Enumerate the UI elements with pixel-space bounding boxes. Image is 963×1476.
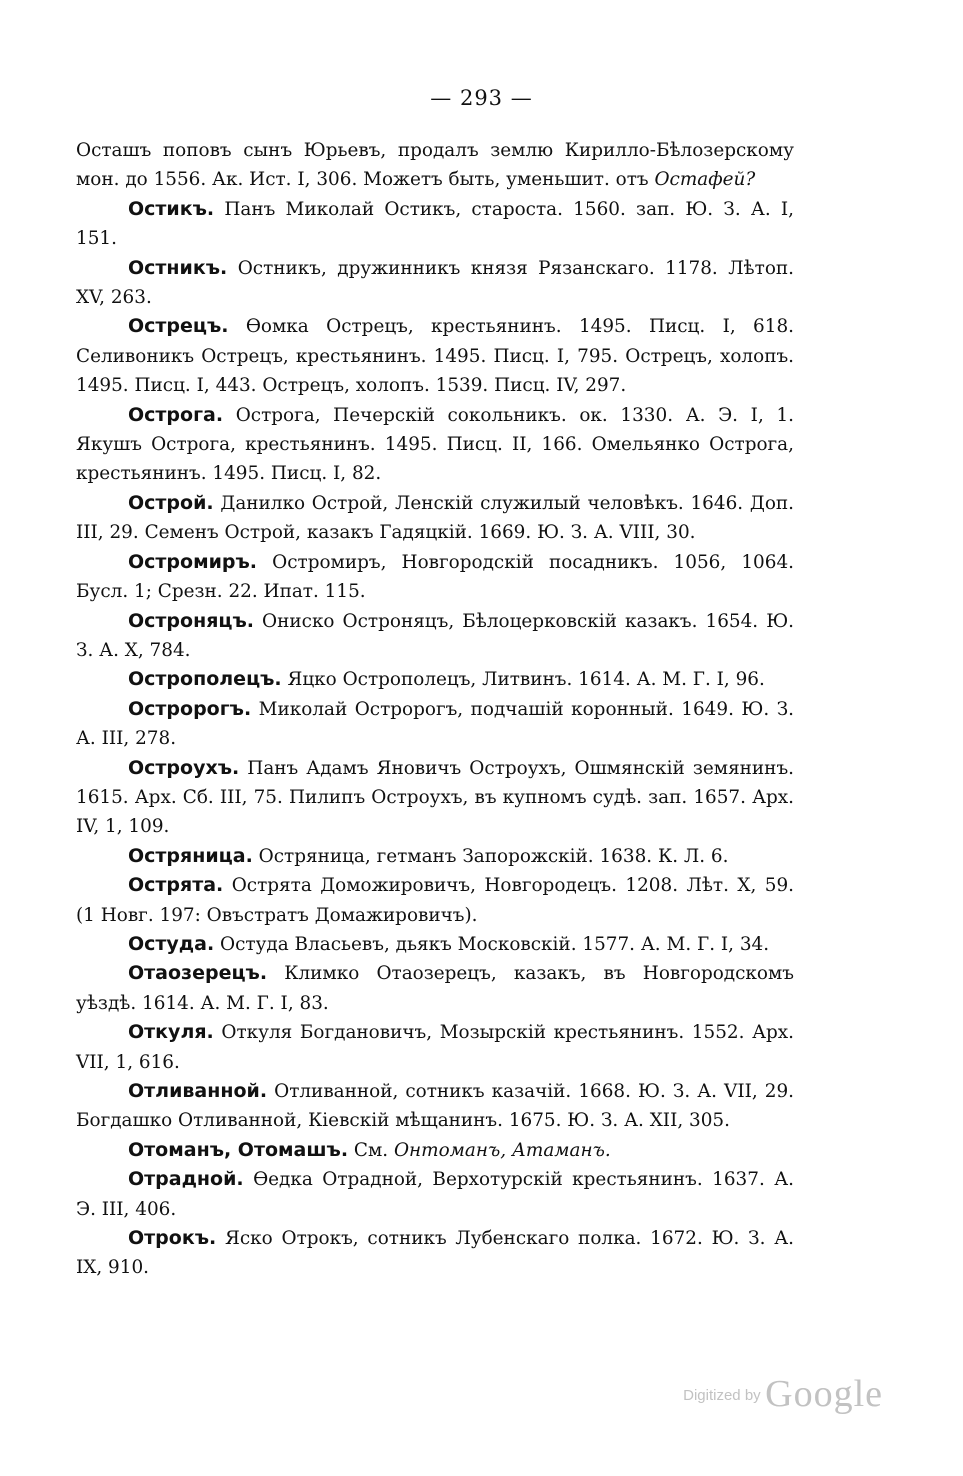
entry-text: Остромиръ, Новгородскій посадникъ. 1056, 1064. Бусл. 1; Срезн. 22. Ипат. 115.: [76, 551, 794, 603]
entry: [76, 930, 794, 959]
entry: [76, 959, 794, 1018]
headword: Остникъ.: [128, 256, 228, 279]
entry-text: Панъ Адамъ Яновичъ Остроухъ, Ошмянскій земянинъ. 1615. Арх. Сб. III, 75. Пилипъ Остроухъ, въ купномъ судѣ. зап. 1657. Арх. IV, 1, 109.: [76, 757, 794, 838]
page-number: — 293 —: [430, 86, 533, 110]
entry-italic: Онтоманъ, Атаманъ.: [393, 1139, 611, 1161]
entry-text: Ѳомка Острецъ, крестьянинъ. 1495. Писц. I, 618. Селивоникъ Острецъ, крестьянинъ. 1495. Писц. I, 795. Острецъ, холопъ. 1495. Писц. I, 443. Острецъ, холопъ. 1539. Писц. IV, 297.: [76, 316, 794, 397]
headword: Откуля.: [128, 1021, 214, 1044]
entry-text: Миколай Остророгъ, подчашій коронный. 1649. Ю. З. А. III, 278.: [76, 698, 794, 750]
entry: [76, 548, 794, 607]
headword: Остророгъ.: [128, 697, 252, 720]
entry: [76, 1077, 794, 1136]
watermark-prefix: Digitized by: [683, 1387, 761, 1404]
entry-text: Отливанной, сотникъ казачій. 1668. Ю. З. А. VII, 29. Богдашко Отливанной, Кіевскій мѣщанинъ. 1675. Ю. З. А. XII, 305.: [76, 1081, 794, 1132]
entry: [76, 871, 794, 930]
headword: Острой.: [128, 491, 214, 514]
entry-italic: Остафей?: [654, 169, 756, 191]
entry-text: Климко Отаозерецъ, казакъ, въ Новгородскомъ уѣздѣ. 1614. А. М. Г. I, 83.: [76, 963, 794, 1014]
headword: Отаозерецъ.: [128, 962, 268, 985]
entry-text: См.: [348, 1139, 394, 1161]
headword: Отрокъ.: [128, 1227, 217, 1250]
headword: Отливанной.: [128, 1080, 268, 1102]
entry: [76, 1224, 794, 1283]
entry: [76, 842, 794, 871]
headword: Остроняцъ.: [128, 609, 254, 632]
entry: [76, 695, 794, 754]
entry: [76, 489, 794, 548]
entry-text: Острога, Печерскій сокольникъ. ок. 1330. А. Э. I, 1. Якушъ Острога, крестьянинъ. 1495. Писц. II, 166. Омельянко Острога, крестьянинъ. 1495. Писц. I, 82.: [76, 404, 794, 485]
entry-text: Ониско Остроняцъ, Бѣлоцерковскій казакъ. 1654. Ю. З. А. X, 784.: [76, 610, 794, 661]
entry: [76, 312, 794, 400]
entry-text: Откуля Богдановичъ, Мозырскій крестьянинъ. 1552. Арх. VII, 1, 616.: [76, 1022, 794, 1073]
headword: Острята.: [128, 874, 224, 897]
entry: [76, 401, 794, 489]
headword: Отоманъ, Отомашъ.: [128, 1138, 349, 1161]
headword: Острополецъ.: [128, 668, 282, 691]
headword: Остроухъ.: [128, 756, 240, 779]
entry: [76, 754, 794, 842]
headword: Острецъ.: [128, 315, 229, 338]
headword: Отрадной.: [128, 1168, 244, 1191]
entry: [76, 1018, 794, 1077]
entry-text: Остникъ, дружинникъ князя Рязанскаго. 1178. Лѣтоп. XV, 263.: [76, 257, 794, 309]
entry-text: Острята Доможировичъ, Новгородецъ. 1208. Лѣт. X, 59. (1 Новг. 197: Овъстратъ Домажировичъ).: [76, 875, 794, 926]
entry-text: Яцко Острополецъ, Литвинъ. 1614. А. М. Г. I, 96.: [281, 669, 765, 691]
google-logo: Google: [765, 1373, 883, 1415]
headword: Остряница.: [128, 844, 253, 867]
entry-text: Остуда Власьевъ, дьякъ Московскій. 1577. А. М. Г. I, 34.: [214, 933, 770, 955]
headword: Острога.: [128, 403, 224, 426]
entry: [76, 607, 794, 666]
entry-text: Данилко Острой, Ленскій служилый человѣкъ. 1646. Доп. III, 29. Семенъ Острой, казакъ Гадяцкій. 1669. Ю. З. А. VIII, 30.: [76, 492, 794, 544]
digitized-watermark: [683, 1372, 883, 1416]
entry: [76, 254, 794, 313]
entry-text: Яско Отрокъ, сотникъ Лубенскаго полка. 1672. Ю. З. А. IX, 910.: [76, 1228, 794, 1279]
entry-text: Ѳедка Отрадной, Верхотурскій крестьянинъ. 1637. А. Э. III, 406.: [76, 1169, 794, 1220]
entry: [76, 195, 794, 254]
entry-text: Остряница, гетманъ Запорожскій. 1638. К. Л. 6.: [252, 845, 729, 867]
entry: [76, 665, 794, 694]
entry: [76, 1165, 794, 1224]
entry-text: Осташъ поповъ сынъ Юрьевъ, продалъ землю Кирилло-Бѣлозерскому мон. до 1556. Ак. Ист. I, 306. Можетъ быть, уменьшит. отъ: [76, 140, 794, 191]
headword: Остромиръ.: [128, 550, 258, 573]
dictionary-text: [76, 136, 794, 1283]
entry-continuation: [76, 136, 794, 195]
headword: Остуда.: [128, 932, 215, 955]
headword: Остикъ.: [128, 197, 215, 220]
entry: [76, 1136, 794, 1165]
entry-text: Панъ Миколай Остикъ, староста. 1560. зап. Ю. З. А. I, 151.: [76, 198, 794, 250]
